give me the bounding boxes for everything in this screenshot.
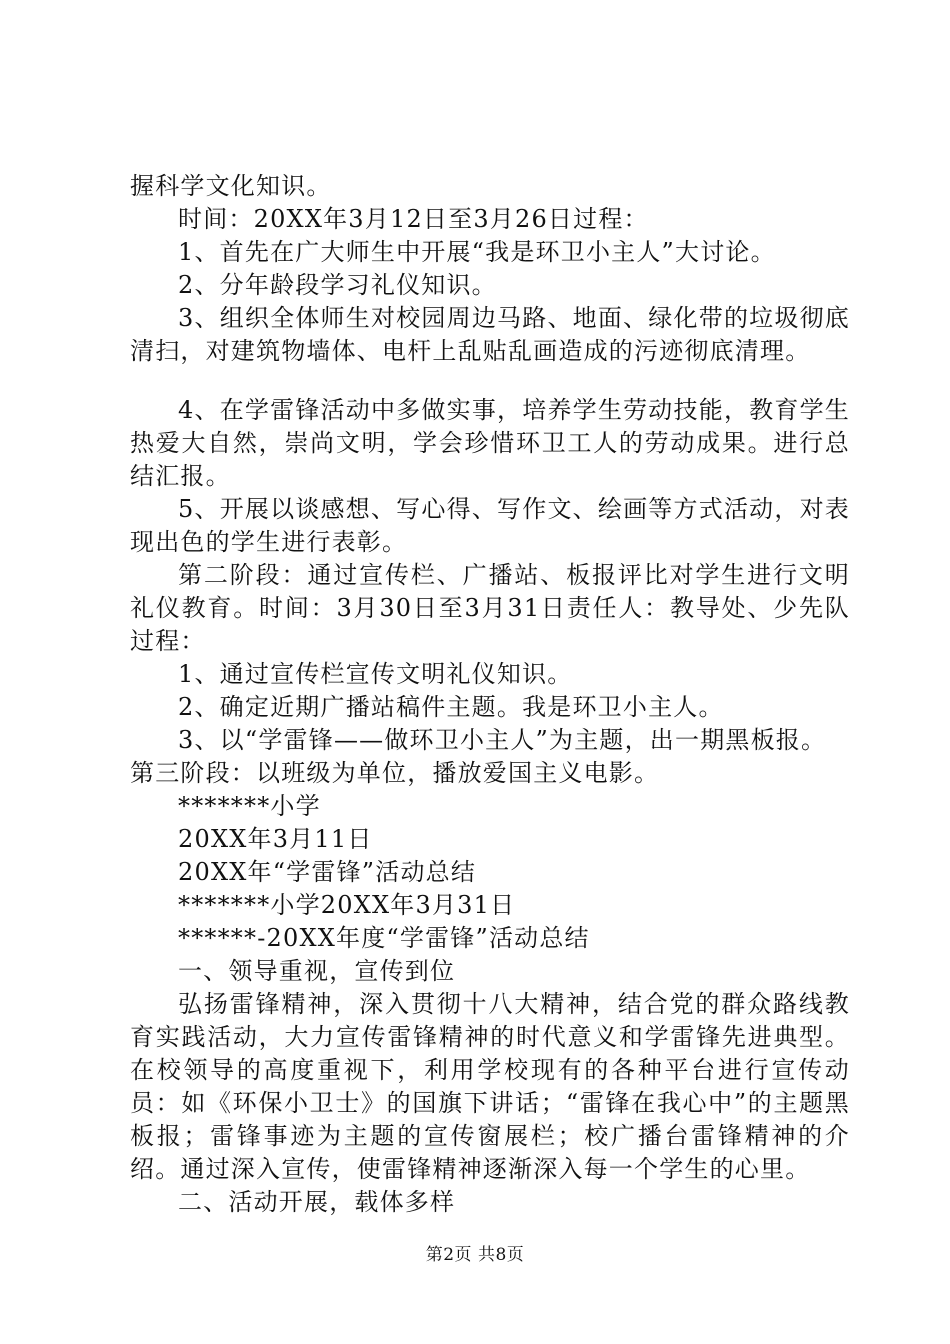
paragraph-gap: [130, 368, 850, 394]
signature-school: *******小学: [178, 792, 321, 820]
signature-date: 20XX年3月11日: [178, 825, 373, 853]
section-title: 20XX年“学雷锋”活动总结: [178, 858, 477, 886]
page-footer: 第2页 共8页: [425, 1245, 525, 1265]
paragraph: 1、首先在广大师生中开展“我是环卫小主人”大讨论。: [178, 238, 776, 266]
paragraph: 1、通过宣传栏宣传文明礼仪知识。: [178, 660, 573, 688]
paragraph: 5、开展以谈感想、写心得、写作文、绘画等方式活动，对表现出色的学生进行表彰。: [130, 495, 850, 556]
paragraph: 3、组织全体师生对校园周边马路、地面、绿化带的垃圾彻底清扫，对建筑物墙体、电杆上乱贴乱画造成的污迹彻底清理。: [130, 304, 850, 365]
paragraph: 握科学文化知识。: [130, 172, 332, 200]
section-heading: 一、领导重视，宣传到位: [178, 957, 456, 985]
paragraph: 第三阶段：以班级为单位，播放爱国主义电影。: [130, 759, 660, 787]
paragraph: 时间：20XX年3月12日至3月26日过程：: [178, 205, 649, 233]
paragraph: 2、分年龄段学习礼仪知识。: [178, 271, 497, 299]
paragraph: 第二阶段：通过宣传栏、广播站、板报评比对学生进行文明礼仪教育。时间：3月30日至3月31日责任人：教导处、少先队过程：: [130, 561, 850, 655]
paragraph: 4、在学雷锋活动中多做实事，培养学生劳动技能，教育学生热爱大自然，崇尚文明，学会珍惜环卫工人的劳动成果。进行总结汇报。: [130, 396, 850, 490]
paragraph: *******小学20XX年3月31日: [178, 891, 516, 919]
paragraph: 3、以“学雷锋——做环卫小主人”为主题，出一期黑板报。: [178, 726, 827, 754]
section-heading: 二、活动开展，载体多样: [178, 1188, 456, 1216]
document-body: [130, 170, 850, 1219]
paragraph: 弘扬雷锋精神，深入贯彻十八大精神，结合党的群众路线教育实践活动，大力宣传雷锋精神的时代意义和学雷锋先进典型。在校领导的高度重视下，利用学校现有的各种平台进行宣传动员：如《环保小卫士》的国旗下讲话；“雷锋在我心中”的主题黑板报；雷锋事迹为主题的宣传窗展栏；校广播台雷锋精神的介绍。通过深入宣传，使雷锋精神逐渐深入每一个学生的心里。: [130, 990, 850, 1183]
paragraph: 2、确定近期广播站稿件主题。我是环卫小主人。: [178, 693, 724, 721]
section-title: ******-20XX年度“学雷锋”活动总结: [178, 924, 590, 952]
